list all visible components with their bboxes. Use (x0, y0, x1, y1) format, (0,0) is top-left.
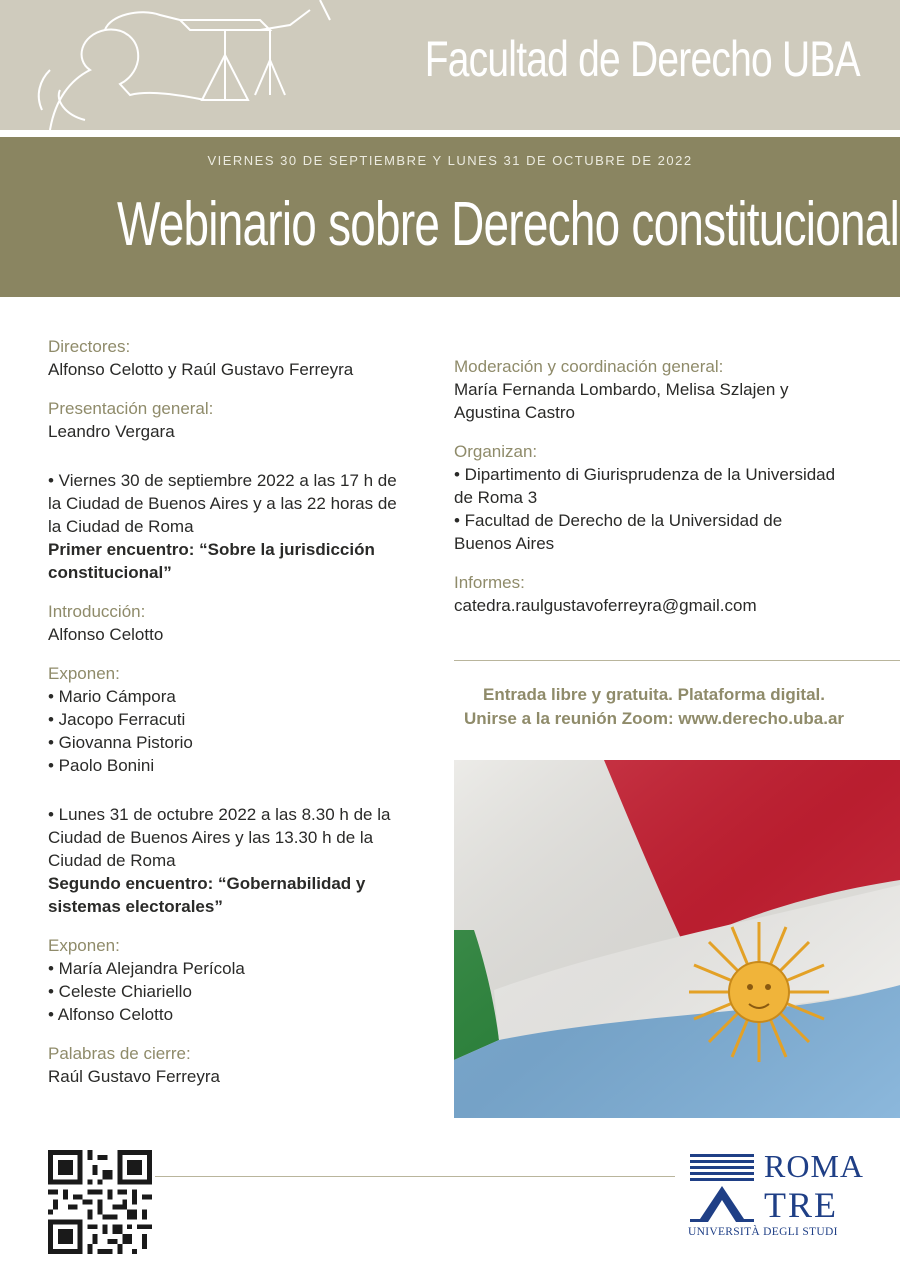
notice-line: Entrada libre y gratuita. Plataforma digital. (483, 685, 825, 704)
directores-value: Alfonso Celotto y Raúl Gustavo Ferreyra (48, 360, 354, 379)
speaker-item: • María Alejandra Perícola (48, 959, 245, 978)
roma-tre-logo (688, 1150, 873, 1245)
program-column (48, 335, 418, 1088)
session1-line: • Viernes 30 de septiembre 2022 a las 17 h de (48, 471, 397, 490)
justice-figure-illustration (30, 0, 360, 130)
speaker-item: • Celeste Chiariello (48, 982, 192, 1001)
qr-code[interactable] (48, 1150, 152, 1254)
title-band (0, 137, 900, 297)
roma-tre-emblem-icon (688, 1152, 758, 1224)
cierre-label: Palabras de cierre: (48, 1044, 191, 1063)
organizer-item: • Dipartimento di Giurisprudenza de la Universidad (454, 465, 836, 484)
session2-line: Ciudad de Buenos Aires y las 13.30 h de la (48, 828, 374, 847)
section-rule (454, 660, 900, 661)
exponen-label: Exponen: (48, 664, 120, 683)
introduccion-value: Alfonso Celotto (48, 625, 164, 644)
exponen-label: Exponen: (48, 936, 120, 955)
directores-label: Directores: (48, 337, 131, 356)
session1-line: la Ciudad de Buenos Aires y a las 22 horas de (48, 494, 397, 513)
speaker-item: • Jacopo Ferracuti (48, 710, 186, 729)
speaker-item: • Giovanna Pistorio (48, 733, 193, 752)
footer-rule (155, 1176, 675, 1177)
zoom-link-line[interactable]: Unirse a la reunión Zoom: www.derecho.uba.ar (463, 709, 845, 728)
organizer-item: Buenos Aires (454, 534, 555, 553)
organizan-label: Organizan: (454, 442, 538, 461)
info-column (454, 355, 864, 617)
informes-email[interactable]: catedra.raulgustavoferreyra@gmail.com (454, 596, 757, 615)
session1-title: Primer encuentro: “Sobre la jurisdicción (48, 540, 375, 559)
divider (0, 130, 900, 137)
session1-line: la Ciudad de Roma (48, 517, 194, 536)
logo-tre-text: TRE (764, 1185, 838, 1225)
event-dates: VIERNES 30 DE SEPTIEMBRE Y LUNES 31 DE OCTUBRE DE 2022 (207, 153, 693, 168)
header (0, 0, 900, 130)
introduccion-label: Introducción: (48, 602, 146, 621)
presentacion-label: Presentación general: (48, 399, 214, 418)
cierre-value: Raúl Gustavo Ferreyra (48, 1067, 220, 1086)
session1-title: constitucional” (48, 563, 172, 582)
session2-line: • Lunes 31 de octubre 2022 a las 8.30 h de la (48, 805, 391, 824)
session2-title: Segundo encuentro: “Gobernabilidad y (48, 874, 366, 893)
sun-of-may-icon (689, 922, 829, 1062)
presentacion-value: Leandro Vergara (48, 422, 175, 441)
session2-line: Ciudad de Roma (48, 851, 176, 870)
session2-title: sistemas electorales” (48, 897, 223, 916)
moderacion-label: Moderación y coordinación general: (454, 357, 724, 376)
italy-argentina-flags-photo (454, 760, 900, 1118)
moderacion-value: María Fernanda Lombardo, Melisa Szlajen y (454, 380, 789, 399)
access-notice (454, 683, 854, 731)
logo-university-text: UNIVERSITÀ DEGLI STUDI (688, 1226, 838, 1238)
speaker-item: • Paolo Bonini (48, 756, 155, 775)
moderacion-value: Agustina Castro (454, 403, 575, 422)
informes-label: Informes: (454, 573, 525, 592)
speaker-item: • Mario Cámpora (48, 687, 176, 706)
event-title: Webinario sobre Derecho constitucional (117, 190, 900, 259)
speaker-item: • Alfonso Celotto (48, 1005, 174, 1024)
logo-roma-text: ROMA (764, 1148, 865, 1184)
institution-title: Facultad de Derecho UBA (424, 31, 860, 87)
organizer-item: de Roma 3 (454, 488, 538, 507)
organizer-item: • Facultad de Derecho de la Universidad de (454, 511, 783, 530)
